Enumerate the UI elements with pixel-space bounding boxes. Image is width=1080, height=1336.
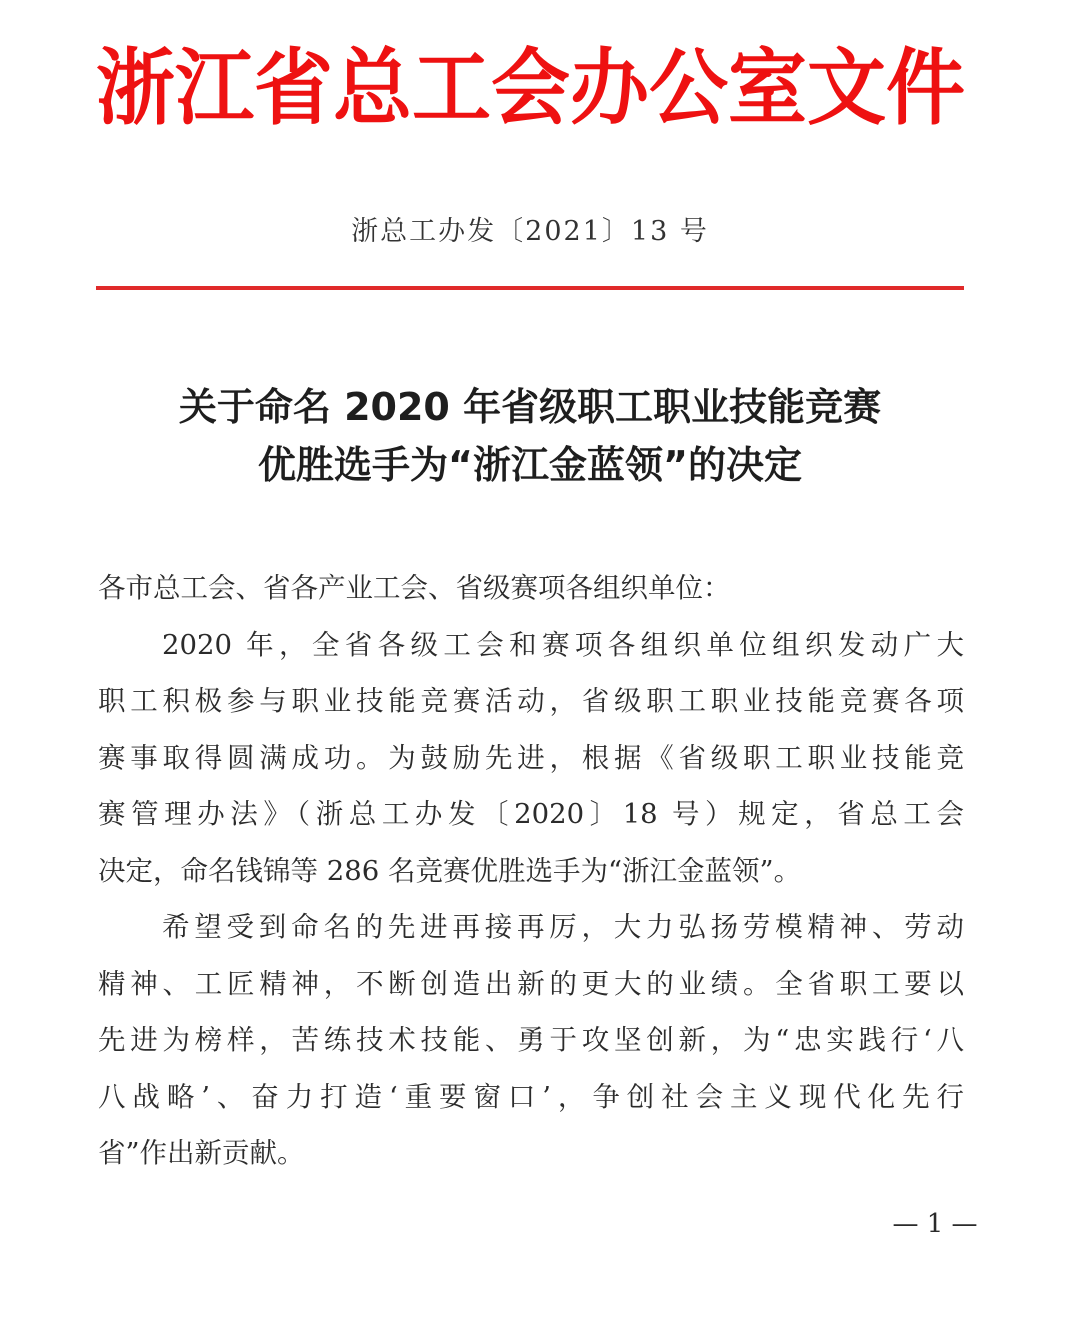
- body-line: 决定，命名钱锦等 286 名竞赛优胜选手为“浙江金蓝领”。: [98, 854, 802, 887]
- salutation: 各市总工会、省各产业工会、省级赛项各组织单位：: [98, 572, 731, 604]
- red-divider-rule: [96, 286, 964, 290]
- document-body: [98, 560, 964, 1182]
- page-number: — 1 —: [892, 1209, 978, 1239]
- body-line: 希望受到命名的先进再接再厉，大力弘扬劳模精神、劳动: [162, 911, 964, 943]
- body-line: 精神、工匠精神，不断创造出新的更大的业绩。全省职工要以: [98, 967, 964, 1000]
- body-line: 赛事取得圆满成功。为鼓励先进，根据《省级职工职业技能竞: [98, 741, 964, 774]
- body-line: 赛管理办法》（浙总工办发〔2020〕18 号）规定，省总工会: [98, 798, 964, 830]
- document-title: [100, 378, 960, 494]
- body-line: 省”作出新贡献。: [98, 1137, 305, 1169]
- body-line: 2020 年，全省各级工会和赛项各组织单位组织发动广大: [162, 628, 964, 661]
- body-line: 职工积极参与职业技能竞赛活动，省级职工职业技能竞赛各项: [98, 685, 964, 717]
- body-line: 八战略’、奋力打造‘重要窗口’，争创社会主义现代化先行: [98, 1080, 964, 1113]
- masthead-title: 浙江省总工会办公室文件: [96, 39, 965, 137]
- body-line: 先进为榜样，苦练技术技能、勇于攻坚创新，为“忠实践行‘八: [98, 1024, 964, 1056]
- title-line-2: 优胜选手为“浙江金蓝领”的决定: [258, 443, 802, 487]
- title-line-1: 关于命名 2020 年省级职工职业技能竞赛: [178, 385, 882, 429]
- document-number: 浙总工办发〔2021〕13 号: [351, 216, 709, 247]
